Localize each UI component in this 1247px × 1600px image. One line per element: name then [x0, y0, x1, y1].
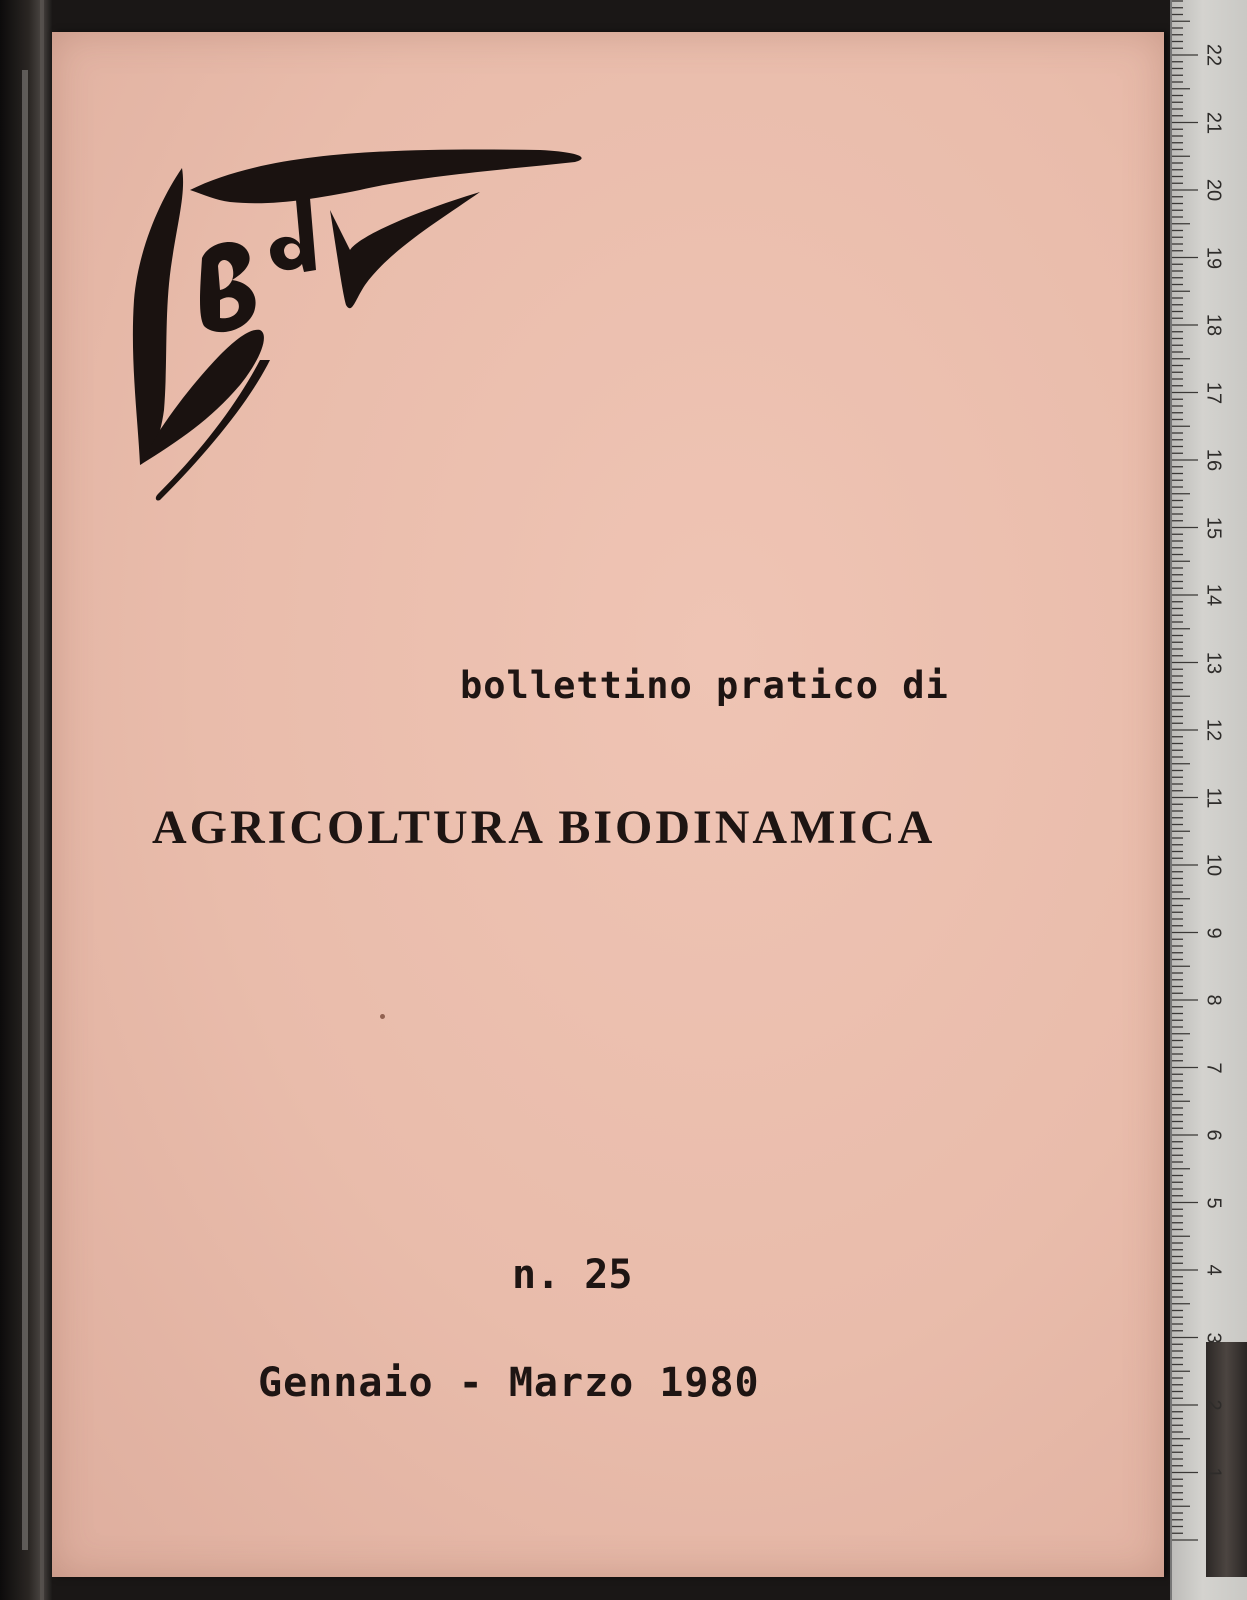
ruler-label-text: 5 — [1202, 1196, 1225, 1209]
ruler-label-text: 14 — [1202, 583, 1225, 607]
ruler-label — [1170, 308, 1247, 342]
ruler-label-text: 6 — [1202, 1129, 1225, 1141]
ruler-label-text: 21 — [1202, 111, 1225, 134]
background-left — [0, 0, 52, 1600]
ruler-label — [1170, 646, 1247, 680]
logo-top-stroke — [190, 149, 582, 203]
ruler-label — [1170, 511, 1247, 545]
background-edge — [40, 0, 44, 1600]
ruler-label — [1170, 0, 1247, 5]
ruler-label-text: 17 — [1202, 381, 1225, 404]
paper-speck — [380, 1014, 385, 1019]
ruler-label — [1170, 173, 1247, 207]
lbd-logo — [120, 140, 600, 520]
background-strip — [22, 70, 28, 1550]
logo-letter-d — [270, 198, 316, 272]
ruler-label-text: 9 — [1202, 926, 1225, 939]
ruler-label-text: 7 — [1202, 1061, 1225, 1074]
ruler-label-text: 2 — [1202, 1399, 1225, 1411]
ruler-label — [1170, 106, 1247, 140]
ruler-label — [1170, 983, 1247, 1017]
ruler-label — [1170, 1118, 1247, 1152]
ruler-label-text: 4 — [1202, 1264, 1225, 1276]
logo-letter-b — [200, 242, 256, 332]
ruler-label — [1170, 443, 1247, 477]
ruler-label — [1170, 781, 1247, 815]
ruler-label — [1170, 916, 1247, 950]
cover-subtitle: bollettino pratico di — [460, 664, 949, 707]
ruler-label — [1170, 38, 1247, 72]
ruler-label-text: 15 — [1202, 516, 1225, 539]
ruler-label — [1170, 578, 1247, 612]
ruler-label — [1170, 1388, 1247, 1422]
ruler-label — [1170, 1186, 1247, 1220]
ruler-label-text: 22 — [1202, 43, 1225, 67]
ruler-label-text: 1 — [1202, 1466, 1225, 1479]
issue-number: n. 25 — [512, 1252, 633, 1298]
ruler-label-text: 3 — [1202, 1331, 1225, 1344]
ruler-label-text: 20 — [1202, 178, 1225, 202]
ruler-label — [1170, 1051, 1247, 1085]
ruler-label — [1170, 1321, 1247, 1355]
ruler-label-text: 12 — [1202, 718, 1225, 742]
ruler-label — [1170, 1253, 1247, 1287]
ruler-label-text: 10 — [1202, 853, 1225, 877]
ruler-label — [1170, 848, 1247, 882]
logo-y-stroke — [330, 192, 480, 308]
ruler-label — [1170, 1456, 1247, 1490]
ruler-label — [1170, 241, 1247, 275]
ruler-label-text: 8 — [1202, 994, 1225, 1006]
cover-title: AGRICOLTURA BIODINAMICA — [152, 801, 936, 854]
ruler-label-text: 18 — [1202, 313, 1225, 337]
ruler-label-text: 19 — [1202, 246, 1225, 269]
ruler-label — [1170, 376, 1247, 410]
ruler-label-text: 16 — [1202, 448, 1225, 472]
ruler-label-text: 11 — [1202, 787, 1225, 808]
ruler-label — [1170, 713, 1247, 747]
issue-period: Gennaio - Marzo 1980 — [258, 1360, 760, 1406]
ruler-label-text: 13 — [1202, 651, 1225, 674]
